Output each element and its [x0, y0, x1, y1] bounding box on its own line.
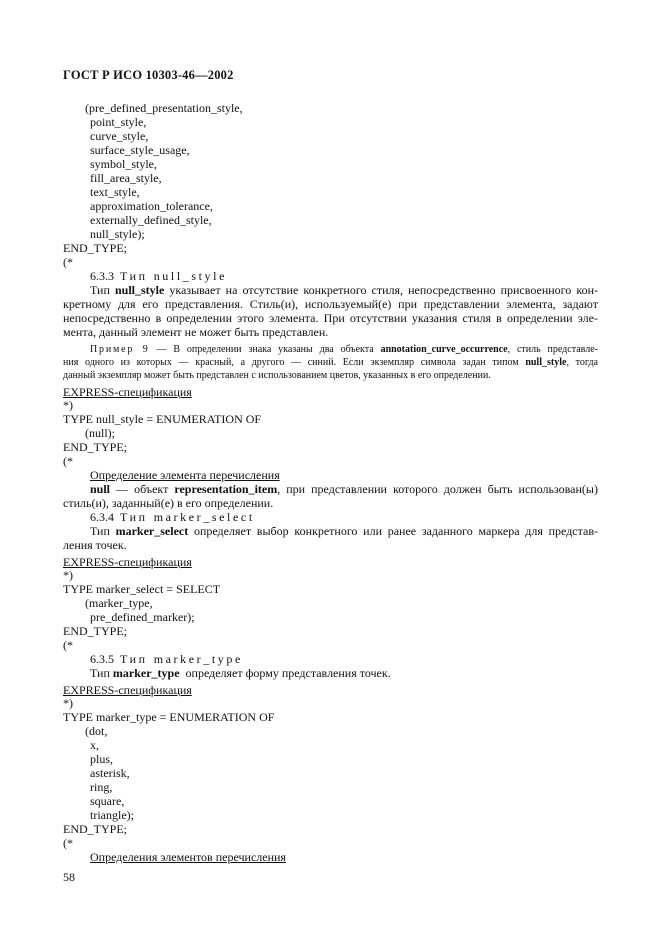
comment-open: (*	[63, 638, 73, 652]
code-line: plus,	[90, 752, 114, 766]
paragraph-line: Тип marker_select определяет выбор конкретного или ранее заданного маркера для представ-	[90, 524, 599, 538]
comment-open: (*	[63, 836, 73, 850]
heading-name: null_style	[153, 269, 228, 283]
term-null-style: null_style	[114, 283, 165, 297]
comment-open: (*	[63, 255, 73, 269]
code-line: triangle);	[90, 808, 134, 822]
code-line: square,	[90, 794, 125, 808]
document-header: ГОСТ Р ИСО 10303-46—2002	[63, 68, 234, 82]
section-heading-marker-select: 6.3.4 Тип marker_select	[90, 510, 255, 524]
express-label: EXPRESS-спецификация	[63, 555, 192, 569]
code-line: (marker_type,	[85, 596, 153, 610]
code-end: END_TYPE;	[63, 822, 127, 836]
heading-prefix: Тип	[120, 269, 148, 283]
note-label: Пример 9	[90, 344, 150, 355]
code-line: (pre_defined_presentation_style,	[85, 101, 243, 115]
code-line: (dot,	[85, 724, 108, 738]
code-line: externally_defined_style,	[90, 213, 212, 227]
code-line: pre_defined_marker);	[90, 610, 195, 624]
code-line: ring,	[90, 780, 113, 794]
comment-close: *)	[63, 568, 73, 582]
paragraph-line: null — объект representation_item, при представлении которого должен быть использован(ы)	[90, 482, 598, 496]
section-heading-null-style	[90, 270, 227, 284]
paragraph-line: Тип null_style указывает на отсутствие конкретного стиля, непосредственно присвоенного кон-	[90, 283, 599, 297]
code-line: TYPE marker_select = SELECT	[63, 582, 221, 596]
paragraph-line: Тип marker_type определяет форму представления точек.	[90, 666, 391, 680]
code-line: TYPE marker_type = ENUMERATION OF	[63, 710, 275, 724]
express-label: EXPRESS-спецификация	[63, 683, 192, 697]
paragraph-line: ления точек.	[63, 538, 127, 552]
enum-definition-title: Определение элемента перечисления	[90, 468, 280, 482]
note-line: Пример 9 — В определении знака указаны два объекта annotation_curve_occurrence, стиль представле-	[90, 344, 598, 355]
code-line: TYPE null_style = ENUMERATION OF	[63, 412, 262, 426]
code-line: symbol_style,	[90, 157, 158, 171]
comment-close: *)	[63, 696, 73, 710]
paragraph-line: непосредственно в определении этого элемента. При отсутствии указания стиля в определении эле-	[63, 311, 598, 325]
code-line: point_style,	[90, 115, 147, 129]
note-line: ния одного из которых — красный, а другого — синий. Если экземпляр символа задан типом null_style, тогда	[63, 357, 598, 368]
code-line: curve_style,	[90, 129, 149, 143]
paragraph-line: кретному для его представления. Стиль(и), используемый(е) при представлении элемента, задают	[63, 297, 598, 311]
paragraph-line: стиль(и), заданный(е) в его определении.	[63, 496, 274, 510]
code-end: END_TYPE;	[63, 624, 127, 638]
note-line: данный экземпляр может быть представлен с использованием цветов, указанных в его определении.	[63, 370, 491, 381]
code-line: surface_style_usage,	[90, 143, 190, 157]
code-line: text_style,	[90, 185, 140, 199]
code-line: approximation_tolerance,	[90, 199, 213, 213]
enum-definitions-title: Определения элементов перечисления	[90, 850, 286, 864]
paragraph-line: мента, данный элемент не может быть представлен.	[63, 325, 329, 339]
comment-close: *)	[63, 398, 73, 412]
code-line: null_style);	[90, 227, 145, 241]
comment-open: (*	[63, 454, 73, 468]
code-line: (null);	[85, 426, 115, 440]
code-line: asterisk,	[90, 766, 130, 780]
section-heading-marker-type: 6.3.5 Тип marker_type	[90, 652, 243, 666]
code-line: fill_area_style,	[90, 171, 162, 185]
code-end: END_TYPE;	[63, 241, 127, 255]
code-end: END_TYPE;	[63, 440, 127, 454]
express-label: EXPRESS-спецификация	[63, 385, 192, 399]
page-number: 58	[63, 870, 75, 884]
section-number: 6.3.3	[90, 269, 114, 283]
code-line: x,	[90, 738, 99, 752]
